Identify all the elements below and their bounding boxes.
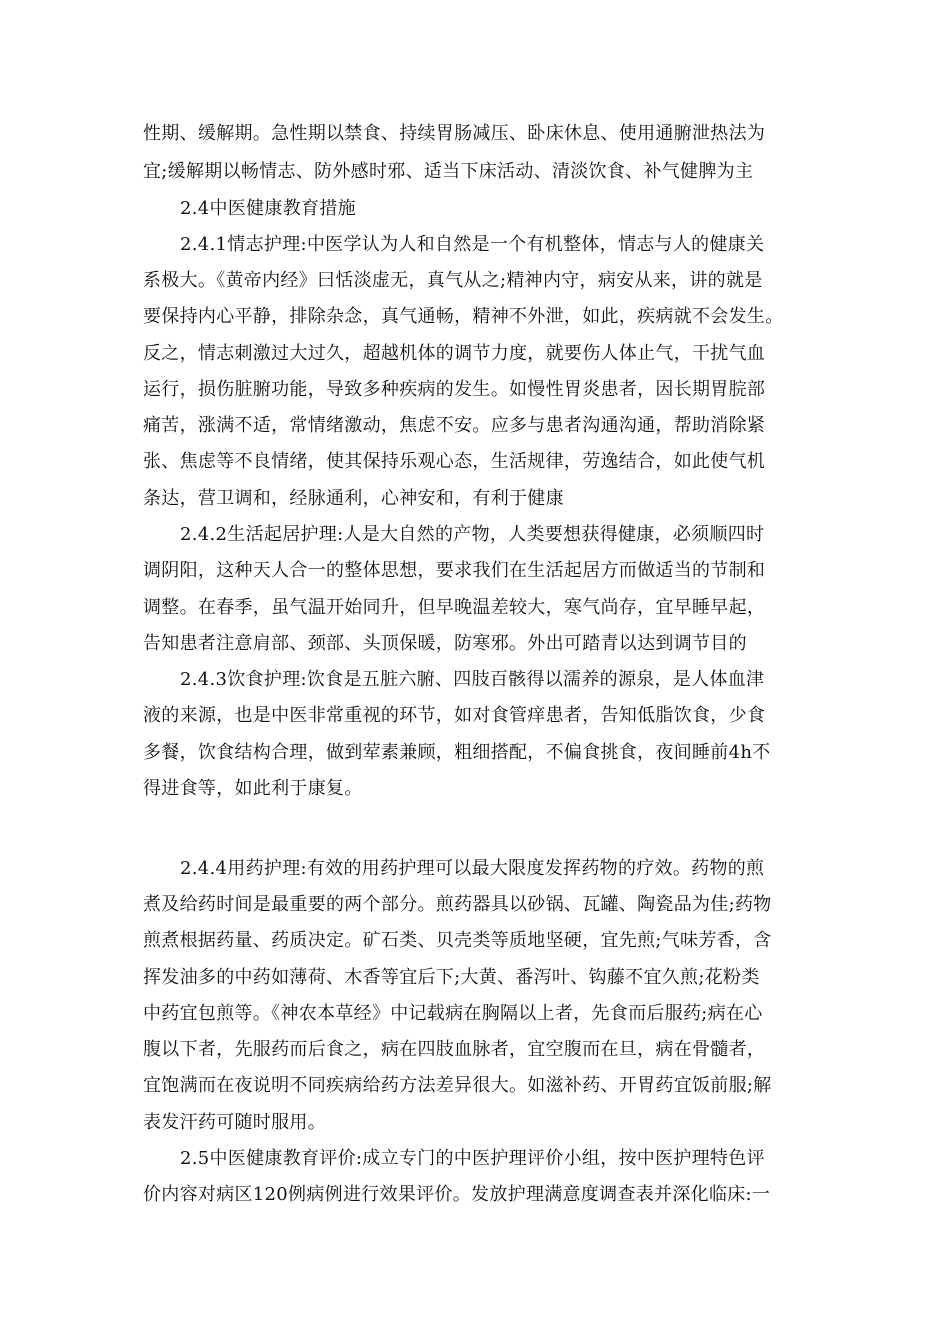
text-line: 煎煮根据药量、药质决定。矿石类、贝壳类等质地坚硬，宜先煎;气味芳香，含 [143, 930, 772, 951]
text-line: 要保持内心平静，排除杂念，真气通畅，精神不外泄，如此，疾病就不会发生。 [143, 306, 784, 327]
text-line: 2.4.3饮食护理:饮食是五脏六腑、四肢百骸得以濡养的源泉，是人体血津 [180, 669, 765, 690]
text-line: 中药宜包煎等。《神农本草经》中记载病在胸隔以上者，先食而后服药;病在心 [143, 1003, 763, 1024]
text-line: 2.4.1情志护理:中医学认为人和自然是一个有机整体，情志与人的健康关 [180, 234, 765, 255]
text-line: 系极大。《黄帝内经》曰恬淡虚无，真气从之;精神内守，病安从来，讲的就是 [143, 270, 763, 291]
text-line: 条达，营卫调和，经脉通利，心神安和，有利于健康 [143, 488, 564, 509]
text-line: 反之，情志刺激过大过久，超越机体的调节力度，就要伤人体止气，干扰气血 [143, 343, 766, 364]
text-line: 告知患者注意肩部、颈部、头顶保暖，防寒邪。外出可踏青以达到调节目的 [143, 633, 747, 654]
text-line: 张、焦虑等不良情绪，使其保持乐观心态，生活规律，劳逸结合，如此使气机 [143, 451, 766, 472]
text-line: 表发汗药可随时服用。 [143, 1112, 326, 1133]
text-line: 腹以下者，先服药而后食之，病在四肢血脉者，宜空腹而在旦，病在骨髓者， [143, 1039, 766, 1060]
text-line: 价内容对病区120例病例进行效果评价。发放护理满意度调查表并深化临床:一 [143, 1184, 771, 1205]
text-line: 得进食等，如此利于康复。 [143, 778, 363, 799]
text-line: 2.4.2生活起居护理:人是大自然的产物，人类要想获得健康，必须顺四时 [180, 524, 765, 545]
text-line: 液的来源，也是中医非常重视的环节，如对食管痒患者，告知低脂饮食，少食 [143, 705, 766, 726]
text-line: 2.5中医健康教育评价:成立专门的中医护理评价小组，按中医护理特色评 [180, 1148, 765, 1169]
text-line: 挥发油多的中药如薄荷、木香等宜后下;大黄、番泻叶、钩藤不宜久煎;花粉类 [143, 967, 760, 988]
text-line: 调整。在春季，虽气温开始同升，但早晚温差较大，寒气尚存，宜早睡早起， [143, 597, 766, 618]
text-line: 运行，损伤脏腑功能，导致多种疾病的发生。如慢性胃炎患者，因长期胃脘部 [143, 379, 766, 400]
text-line: 多餐，饮食结构合理，做到荤素兼顾，粗细搭配，不偏食挑食，夜间睡前4h不 [143, 742, 771, 763]
text-line: 痛苦，涨满不适，常情绪激动，焦虑不安。应多与患者沟通沟通，帮助消除紧 [143, 415, 766, 436]
text-line: 宜饱满而在夜说明不同疾病给药方法差异很大。如滋补药、开胃药宜饭前服;解 [143, 1075, 772, 1096]
text-line: 宜;缓解期以畅情志、防外感时邪、适当下床活动、清淡饮食、补气健脾为主 [143, 161, 754, 182]
text-line: 2.4.4用药护理:有效的用药护理可以最大限度发挥药物的疗效。药物的煎 [180, 858, 765, 879]
text-line: 调阴阳，这种天人合一的整体思想，要求我们在生活起居方而做适当的节制和 [143, 560, 766, 581]
section-heading: 2.4中医健康教育措施 [180, 198, 356, 219]
text-line: 性期、缓解期。急性期以禁食、持续胃肠减压、卧床休息、使用通腑泄热法为 [143, 123, 766, 144]
text-line: 煮及给药时间是最重要的两个部分。煎药器具以砂锅、瓦罐、陶瓷品为佳;药物 [143, 894, 772, 915]
